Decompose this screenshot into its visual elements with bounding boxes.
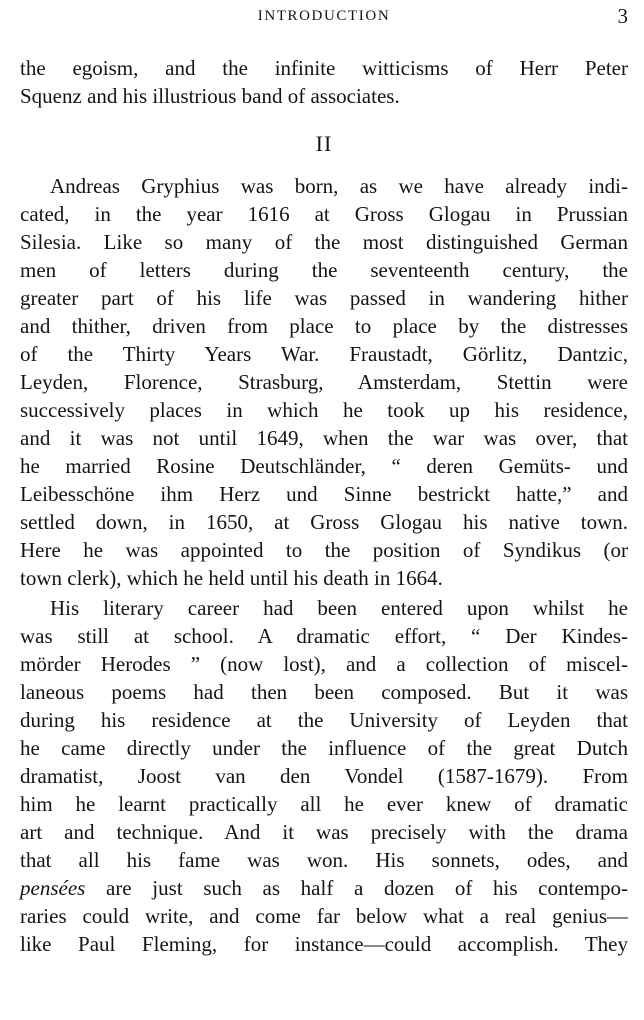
text-line: him he learnt practically all he ever knew of dramatic	[20, 792, 628, 816]
text-line: Leyden, Florence, Strasburg, Amsterdam, Stettin were	[20, 370, 628, 394]
text-line: like Paul Fleming, for instance—could accomplish. They	[20, 932, 628, 956]
running-title: INTRODUCTION	[257, 8, 391, 24]
text-line: town clerk), which he held until his death in 1664.	[20, 566, 443, 590]
text-line: during his residence at the University of Leyden that	[20, 708, 628, 732]
page-number: 3	[617, 4, 628, 28]
text-line: His literary career had been entered upon whilst he	[50, 596, 628, 620]
text-line: dramatist, Joost van den Vondel (1587-1679). From	[20, 764, 628, 788]
italic-word: pensées	[20, 876, 86, 900]
text-line: Leibesschöne ihm Herz und Sinne bestrickt hatte,” and	[20, 482, 628, 506]
section-heading: II	[315, 131, 333, 156]
text-line: he came directly under the influence of the great Dutch	[20, 736, 628, 760]
text-line: laneous poems had then been composed. But it was	[20, 680, 628, 704]
text-line: cated, in the year 1616 at Gross Glogau in Prussian	[20, 202, 628, 226]
text-line: of the Thirty Years War. Fraustadt, Görlitz, Dantzic,	[20, 342, 628, 366]
text-line: Silesia. Like so many of the most distinguished German	[20, 230, 628, 254]
text-line: the egoism, and the infinite witticisms of Herr Peter	[20, 56, 628, 80]
text-line: Squenz and his illustrious band of associates.	[20, 84, 400, 108]
text-line: and it was not until 1649, when the war was over, that	[20, 426, 628, 450]
text-line	[20, 874, 628, 902]
text-run: are just such as half a dozen of his contempo-	[85, 876, 628, 900]
text-line: successively places in which he took up his residence,	[20, 398, 628, 422]
text-line: and thither, driven from place to place by the distresses	[20, 314, 628, 338]
text-line: that all his fame was won. His sonnets, odes, and	[20, 848, 628, 872]
running-header	[20, 6, 628, 30]
text-line: raries could write, and come far below what a real genius—	[20, 904, 628, 928]
text-line: he married Rosine Deutschländer, “ deren Gemüts- und	[20, 454, 628, 478]
text-line: was still at school. A dramatic effort, “ Der Kindes-	[20, 624, 628, 648]
text-line: mörder Herodes ” (now lost), and a collection of miscel-	[20, 652, 628, 676]
text-line: Andreas Gryphius was born, as we have already indi-	[50, 174, 628, 198]
text-line: Here he was appointed to the position of Syndikus (or	[20, 538, 628, 562]
text-line: men of letters during the seventeenth century, the	[20, 258, 628, 282]
text-line: greater part of his life was passed in wandering hither	[20, 286, 628, 310]
text-line: settled down, in 1650, at Gross Glogau his native town.	[20, 510, 628, 534]
text-line: art and technique. And it was precisely with the drama	[20, 820, 628, 844]
